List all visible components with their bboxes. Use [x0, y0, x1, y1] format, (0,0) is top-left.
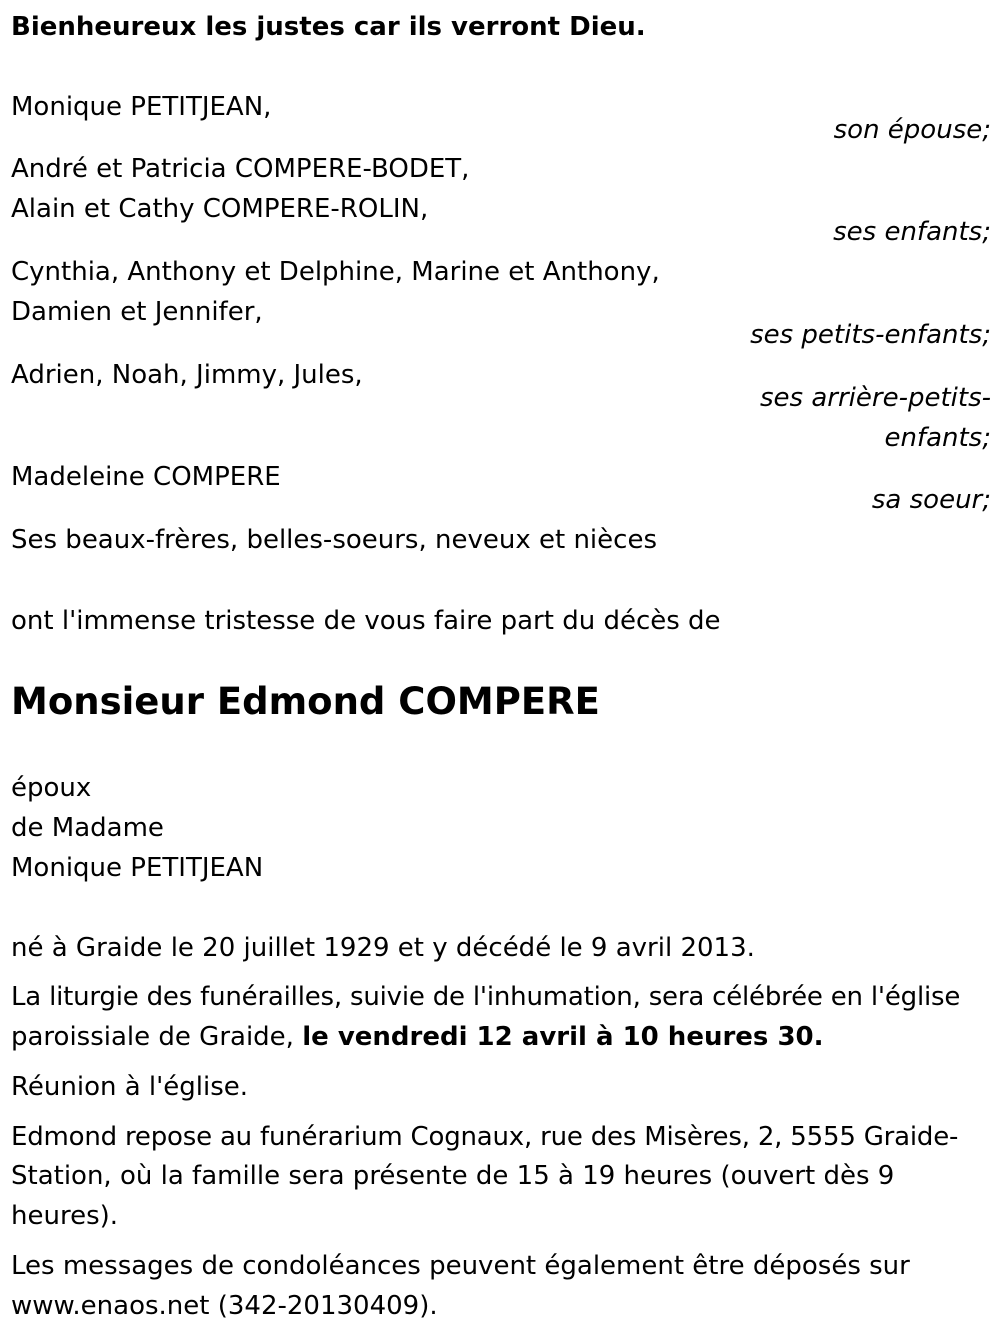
funerarium-line: heures).	[11, 1201, 119, 1231]
family-role: ses arrière-petits-	[760, 383, 991, 413]
extended-family: Ses beaux-frères, belles-soeurs, neveux et nièces	[11, 525, 657, 555]
family-role: ses enfants;	[833, 217, 991, 247]
birth-death: né à Graide le 20 juillet 1929 et y décédé le 9 avril 2013.	[11, 933, 755, 963]
liturgy-line	[11, 1017, 824, 1057]
liturgy-text: paroissiale de Graide,	[11, 1022, 303, 1052]
spouse-line: époux	[11, 773, 92, 803]
family-name-line: Madeleine COMPERE	[11, 462, 281, 492]
family-name-line: Adrien, Noah, Jimmy, Jules,	[11, 360, 363, 390]
funerarium-line: Station, où la famille sera présente de 15 à 19 heures (ouvert dès 9	[11, 1161, 895, 1191]
family-name-line: Alain et Cathy COMPERE-ROLIN,	[11, 194, 429, 224]
condolences-line: www.enaos.net (342-20130409).	[11, 1291, 438, 1321]
family-name-line: Damien et Jennifer,	[11, 297, 263, 327]
liturgy-line: La liturgie des funérailles, suivie de l'inhumation, sera célébrée en l'église	[11, 982, 961, 1012]
spouse-line: Monique PETITJEAN	[11, 853, 264, 883]
meeting-note: Réunion à l'église.	[11, 1072, 249, 1102]
family-role: ses petits-enfants;	[750, 320, 991, 350]
condolences-line: Les messages de condoléances peuvent également être déposés sur	[11, 1251, 910, 1281]
family-name-line: Cynthia, Anthony et Delphine, Marine et Anthony,	[11, 257, 660, 287]
liturgy-date: le vendredi 12 avril à 10 heures 30.	[302, 1022, 824, 1052]
spouse-line: de Madame	[11, 813, 164, 843]
family-role: sa soeur;	[871, 485, 991, 515]
deceased-name: Monsieur Edmond COMPERE	[11, 680, 600, 723]
family-name-line: André et Patricia COMPERE-BODET,	[11, 154, 470, 184]
funerarium-line: Edmond repose au funérarium Cognaux, rue des Misères, 2, 5555 Graide-	[11, 1122, 959, 1152]
family-role: son épouse;	[833, 115, 991, 145]
family-role: enfants;	[884, 423, 991, 453]
epigraph: Bienheureux les justes car ils verront Dieu.	[11, 12, 646, 42]
obituary-notice	[11, 0, 991, 1341]
family-name-line: Monique PETITJEAN,	[11, 92, 272, 122]
announcement: ont l'immense tristesse de vous faire part du décès de	[11, 606, 721, 636]
